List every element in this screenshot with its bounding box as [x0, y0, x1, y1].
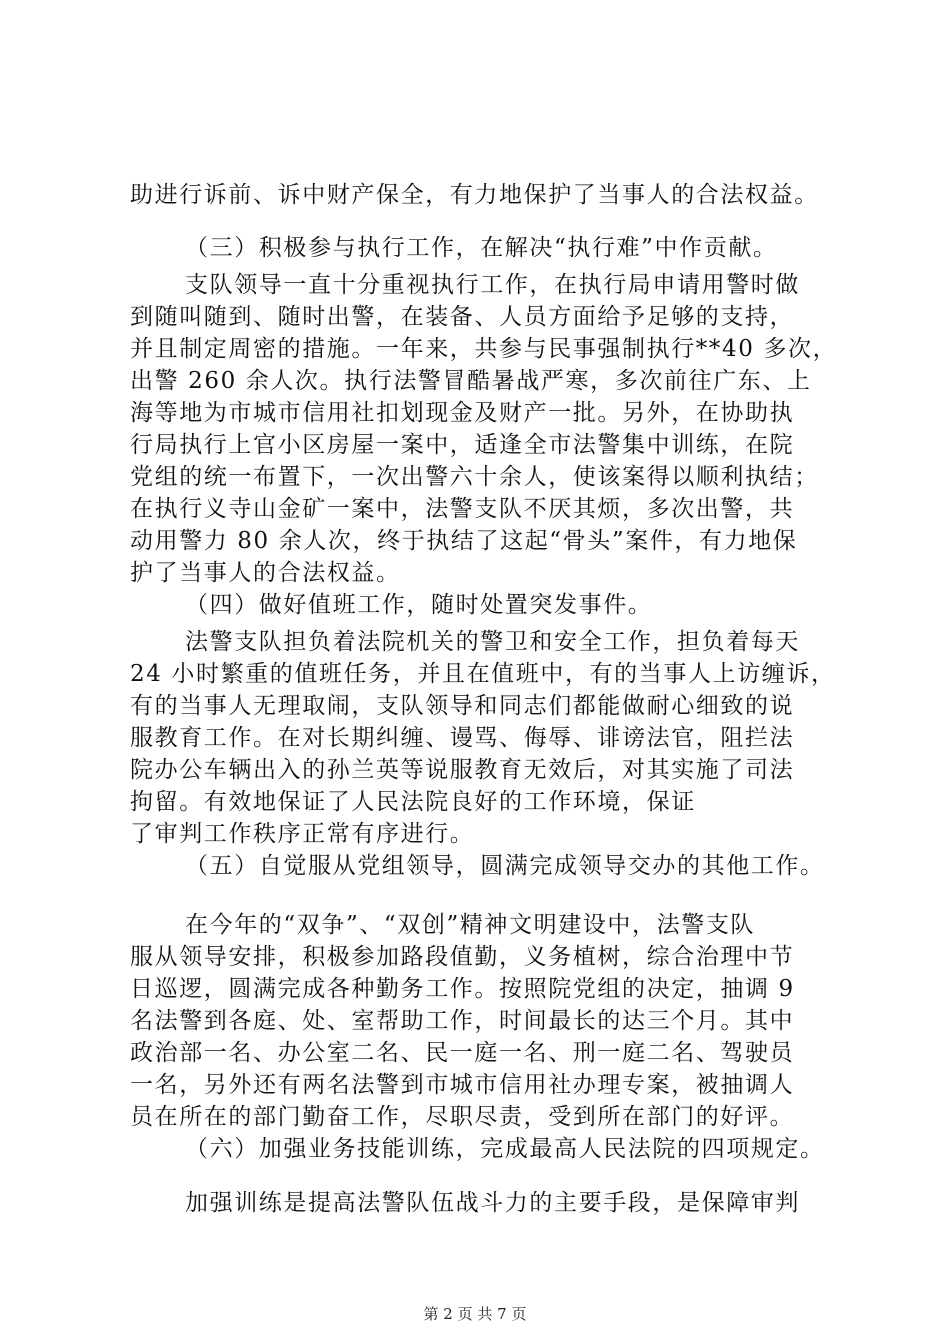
text-line: 服教育工作。在对长期纠缠、谩骂、侮辱、诽谤法官，阻拦法	[130, 725, 795, 751]
page-number: 第 2 页 共 7 页	[423, 1305, 527, 1323]
text-line: 院办公车辆出入的孙兰英等说服教育无效后，对其实施了司法	[130, 757, 795, 783]
text-line: 助进行诉前、诉中财产保全，有力地保护了当事人的合法权益。	[130, 182, 819, 208]
text-line: 拘留。有效地保证了人民法院良好的工作环境，保证	[130, 789, 696, 815]
text-line: 海等地为市城市信用社扣划现金及财产一批。另外，在协助执	[130, 400, 795, 426]
text-line: 24 小时繁重的值班任务，并且在值班中，有的当事人上访缠诉，	[130, 661, 836, 687]
text-line: 动用警力 80 余人次，终于执结了这起“骨头”案件，有力地保	[130, 528, 798, 554]
text-line: 员在所在的部门勤奋工作，尽职尽责，受到所在部门的好评。	[130, 1104, 795, 1130]
text-line: 支队领导一直十分重视执行工作，在执行局申请用警时做	[185, 272, 800, 298]
text-line: 日巡逻，圆满完成各种勤务工作。按照院党组的决定，抽调 9	[130, 976, 795, 1002]
text-line: 行局执行上官小区房屋一案中，适逢全市法警集中训练，在院	[130, 432, 795, 458]
text-line: 党组的统一布置下，一次出警六十余人，使该案得以顺利执结；	[130, 464, 819, 490]
section-heading: （六）加强业务技能训练，完成最高人民法院的四项规定。	[185, 1136, 825, 1162]
text-line: 到随叫随到、随时出警，在装备、人员方面给予足够的支持，	[130, 304, 795, 330]
text-line: 护了当事人的合法权益。	[130, 560, 401, 586]
text-line: 政治部一名、办公室二名、民一庭一名、刑一庭二名、驾驶员	[130, 1040, 795, 1066]
section-heading: （四）做好值班工作，随时处置突发事件。	[185, 592, 653, 618]
text-line: 并且制定周密的措施。一年来，共参与民事强制执行**40 多次，	[130, 336, 838, 362]
section-heading: （三）积极参与执行工作，在解决“执行难”中作贡献。	[185, 235, 778, 261]
text-line: 服从领导安排，积极参加路段值勤，义务植树，综合治理中节	[130, 944, 795, 970]
section-heading: （五）自觉服从党组领导，圆满完成领导交办的其他工作。	[185, 853, 825, 879]
text-line: 加强训练是提高法警队伍战斗力的主要手段，是保障审判	[185, 1190, 800, 1216]
text-line: 名法警到各庭、处、室帮助工作，时间最长的达三个月。其中	[130, 1008, 795, 1034]
text-line: 一名，另外还有两名法警到市城市信用社办理专案，被抽调人	[130, 1072, 795, 1098]
text-line: 在执行义寺山金矿一案中，法警支队不厌其烦，多次出警，共	[130, 496, 795, 522]
text-line: 了审判工作秩序正常有序进行。	[130, 821, 475, 847]
text-line: 在今年的“双争”、“双创”精神文明建设中，法警支队	[185, 912, 756, 938]
text-line: 出警 260 余人次。执行法警冒酷暑战严寒，多次前往广东、上	[130, 368, 812, 394]
text-line: 有的当事人无理取闹，支队领导和同志们都能做耐心细致的说	[130, 693, 795, 719]
text-line: 法警支队担负着法院机关的警卫和安全工作，担负着每天	[185, 629, 800, 655]
